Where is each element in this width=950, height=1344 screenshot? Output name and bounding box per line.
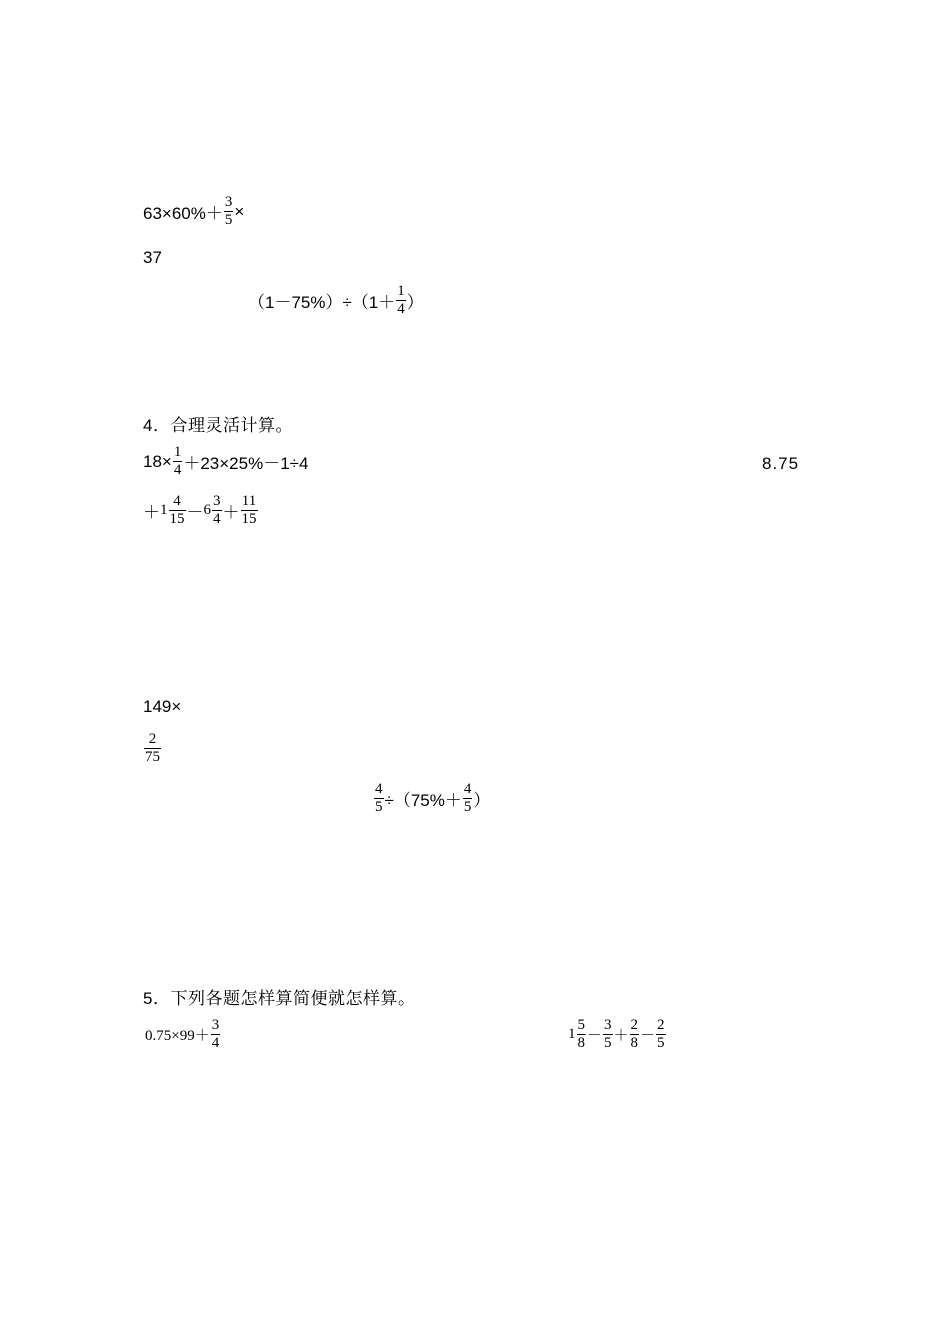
fraction: $\frac{2}{8}$ bbox=[630, 1017, 639, 1051]
expression-text: 63×60%＋ bbox=[143, 204, 223, 223]
operator: － bbox=[640, 1028, 656, 1044]
expression-text: 0.75×99＋ bbox=[145, 1028, 210, 1044]
expression-text: ＋23×25%－1÷4 bbox=[183, 454, 309, 473]
fraction: $\frac{4}{5}$ bbox=[375, 781, 383, 815]
expression-7 bbox=[145, 1017, 221, 1052]
expression-text: ＋ bbox=[143, 503, 160, 522]
expression-text: ） bbox=[406, 293, 424, 312]
expression-text: ） bbox=[473, 791, 491, 810]
question-4-heading: 4．合理灵活计算。 bbox=[143, 416, 293, 435]
expression-2 bbox=[248, 283, 424, 318]
expression-6 bbox=[373, 781, 490, 816]
expression-text: 18× bbox=[143, 451, 172, 471]
operator: － bbox=[186, 503, 204, 522]
question-5-heading: 5．下列各题怎样算简便就怎样算。 bbox=[143, 989, 416, 1008]
fraction: $\frac{3}{4}$ bbox=[213, 493, 221, 527]
fraction: $\frac{11}{15}$ bbox=[241, 493, 257, 527]
expression-text: （1－75%）÷（1＋ bbox=[248, 293, 396, 312]
expression-1-continued: 37 bbox=[143, 248, 162, 267]
fraction: $\frac{3}{5}$ bbox=[224, 194, 233, 228]
expression-text: ÷（75%＋ bbox=[384, 791, 462, 810]
expression-4-lead: 8.75 bbox=[762, 454, 800, 473]
fraction: $\frac{4}{15}$ bbox=[169, 493, 185, 527]
operator: ＋ bbox=[613, 1028, 629, 1044]
expression-4 bbox=[143, 493, 259, 528]
fraction: $\frac{3}{5}$ bbox=[604, 1017, 612, 1051]
expression-5: 149× bbox=[143, 697, 182, 716]
fraction: $\frac{4}{5}$ bbox=[463, 781, 472, 815]
expression-1 bbox=[143, 194, 244, 229]
fraction: $\frac{2}{75}$ bbox=[145, 731, 160, 765]
operator: ＋ bbox=[222, 503, 240, 522]
fraction: $\frac{2}{5}$ bbox=[657, 1017, 665, 1051]
mixed-number-whole: 1 bbox=[160, 502, 168, 518]
expression-5-fraction bbox=[143, 731, 162, 766]
fraction: $\frac{1}{4}$ bbox=[173, 444, 182, 478]
expression-text: × bbox=[234, 201, 245, 221]
mixed-number-whole: 1 bbox=[568, 1026, 576, 1042]
fraction: $\frac{5}{8}$ bbox=[577, 1017, 585, 1051]
fraction: $\frac{3}{4}$ bbox=[211, 1017, 220, 1051]
expression-8 bbox=[568, 1017, 667, 1052]
operator: － bbox=[587, 1028, 603, 1044]
expression-3 bbox=[143, 444, 308, 479]
fraction: $\frac{1}{4}$ bbox=[397, 283, 405, 317]
mixed-number-whole: 6 bbox=[203, 502, 211, 518]
